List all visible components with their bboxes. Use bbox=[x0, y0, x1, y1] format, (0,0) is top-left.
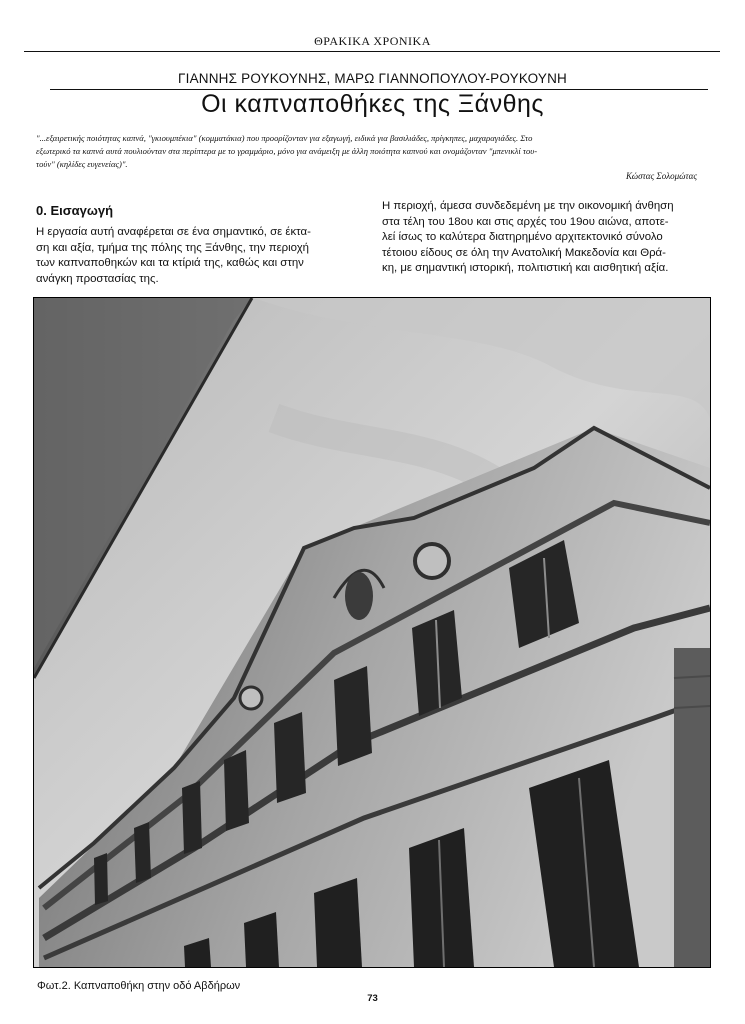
warehouse-photo-image bbox=[34, 298, 710, 967]
article-authors: ΓΙΑΝΝΗΣ ΡΟΥΚΟΥΝΗΣ, ΜΑΡΩ ΓΙΑΝΝΟΠΟΥΛΟΥ-ΡΟΥΚΟΥΝΗ bbox=[177, 71, 568, 86]
page-number: 73 bbox=[367, 993, 378, 1004]
text-line: ανάγκη προστασίας της. bbox=[36, 272, 159, 285]
right-column-text bbox=[382, 199, 709, 277]
text-line: λεί ίσως το καλύτερα διατηρημένο αρχιτεκτονικό σύνολο bbox=[382, 231, 663, 244]
text-line: τέτοιου είδους σε όλη την Ανατολική Μακεδονία και Θρά- bbox=[382, 246, 666, 259]
text-line: Η περιοχή, άμεσα συνδεδεμένη με την οικονομική άνθηση bbox=[382, 200, 674, 212]
text-line: κη, με σημαντική ιστορική, πολιτιστική και αισθητική αξία. bbox=[382, 262, 669, 275]
running-head: ΘΡΑΚΙΚΑ ΧΡΟΝΙΚΑ bbox=[314, 34, 431, 48]
header-rule bbox=[24, 51, 720, 52]
left-column-text bbox=[36, 225, 358, 287]
photo-caption: Φωτ.2. Καπναποθήκη στην οδό Αβδήρων bbox=[37, 980, 241, 992]
text-line: στα τέλη του 18ου και στις αρχές του 19ου αιώνα, αποτε- bbox=[382, 215, 669, 228]
text-line: των καπναποθηκών και τα κτίριά της, καθώς και στην bbox=[36, 257, 304, 270]
article-title: Οι καπναποθήκες της Ξάνθης bbox=[201, 90, 544, 118]
text-line: Η εργασία αυτή αναφέρεται σε ένα σημαντικό, σε έκτα- bbox=[36, 226, 311, 238]
epigraph-line: τούν" (κηλίδες ευγενείας)". bbox=[36, 159, 128, 169]
epigraph bbox=[36, 132, 706, 171]
warehouse-photo bbox=[33, 297, 711, 968]
epigraph-author: Κώστας Σολομώτας bbox=[626, 171, 697, 181]
epigraph-line: εξωτερικό τα καπνά αυτά πουλιούνταν στα περίπτερα με το γραμμάριο, μόνο για ανάμειξη με άλλη ποιότητα καπνού και ονομάζονταν "μπενικλί του- bbox=[36, 146, 538, 156]
text-line: ση και αξία, τμήμα της πόλης της Ξάνθης, την περιοχή bbox=[36, 241, 310, 254]
section-heading: 0. Εισαγωγή bbox=[36, 203, 114, 218]
epigraph-line: "...εξαιρετικής ποιότητας καπνά, "γκιουμπέκια" (κομματάκια) που προορίζονταν για εξαγωγή, ειδικά για βασιλιάδες, πρίγκηπες, μαχαραγιάδες. Στο bbox=[36, 133, 533, 143]
